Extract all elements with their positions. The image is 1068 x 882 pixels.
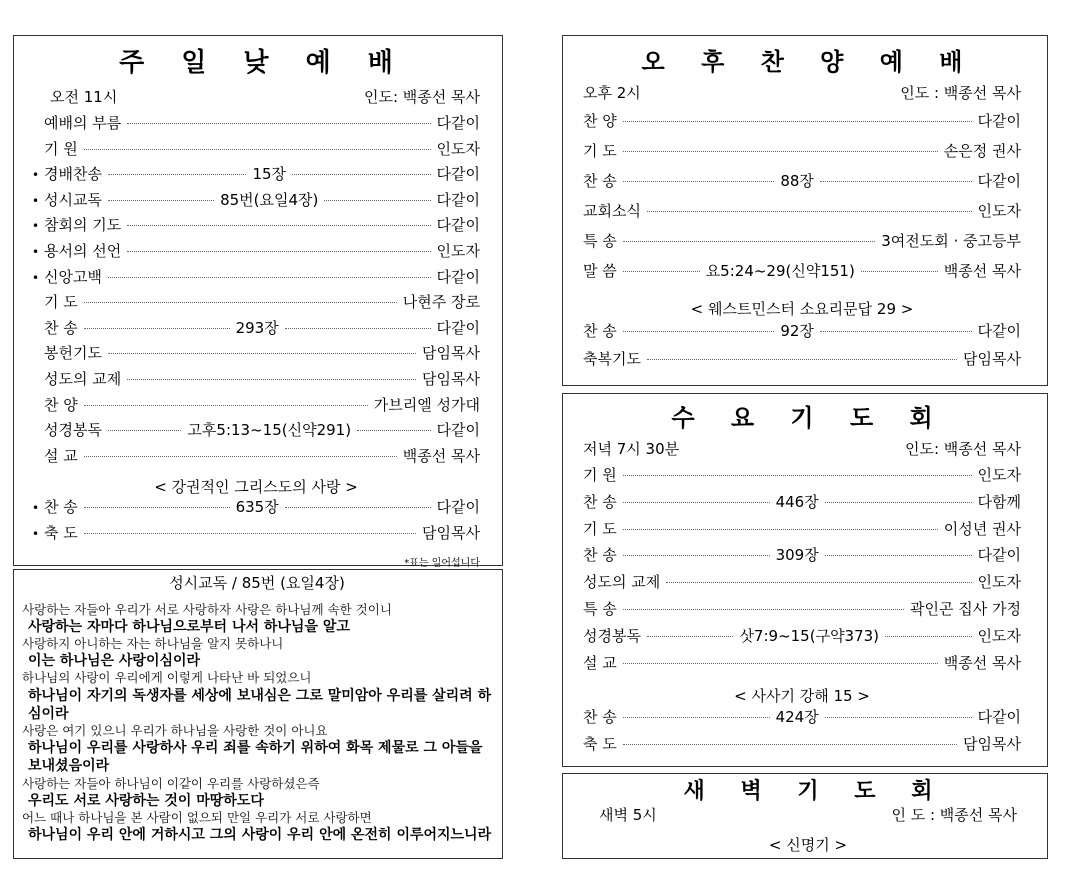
dot-leader <box>647 359 957 360</box>
order-item-row <box>32 423 480 449</box>
dot-leader <box>623 502 770 503</box>
leader-line: 하나님의 사랑이 우리에게 이렇게 나타난 바 되었으니 <box>22 670 312 686</box>
dot-leader <box>108 200 214 201</box>
wednesday-prayer-box <box>562 393 1048 767</box>
dawn-book: < 신명기 > <box>768 836 848 854</box>
order-item-row <box>32 167 480 193</box>
order-item-person: 곽인곤 집사 가정 <box>910 599 1021 618</box>
dot-leader <box>623 717 770 718</box>
dot-leader <box>108 277 431 278</box>
wednesday-order-list-after <box>583 710 1021 764</box>
responsive-reading-box <box>13 569 503 859</box>
dot-leader <box>623 271 700 272</box>
dot-leader <box>84 533 416 534</box>
order-item-person: 다같이 <box>436 318 481 337</box>
order-item-row <box>583 492 1022 522</box>
order-item-label: 찬 송 <box>583 492 617 511</box>
order-item-row <box>583 519 1021 549</box>
order-item-label: 찬 송 <box>583 708 617 727</box>
afternoon-service-title: 오 후 찬 양 예 배 <box>641 48 977 76</box>
dot-leader <box>127 379 416 380</box>
dot-leader <box>127 123 430 124</box>
afternoon-service-box <box>562 35 1048 386</box>
responsive-reading-lines <box>22 602 492 845</box>
dawn-prayer-box <box>562 773 1048 859</box>
leader-line: 사랑하는 자들아 하나님이 이같이 우리를 사랑하셨은즉 <box>22 775 320 791</box>
standing-note: *표는 일어섭니다 <box>404 557 480 569</box>
order-item-person: 담임목사 <box>963 350 1021 368</box>
afternoon-header-row <box>583 86 1021 114</box>
afternoon-order-list <box>583 114 1021 294</box>
order-item-detail: 424장 <box>775 708 819 727</box>
order-item-row <box>583 548 1021 575</box>
dot-leader <box>623 555 770 556</box>
dot-leader <box>127 251 430 252</box>
dot-leader <box>285 328 431 329</box>
order-item-person: 인도자 <box>977 202 1021 220</box>
order-item-row <box>583 324 1021 352</box>
dot-leader <box>108 174 246 175</box>
dot-leader <box>84 405 368 406</box>
leader-line: 사랑은 여기 있으니 우리가 하나님을 사랑한 것이 아니요 <box>22 723 328 738</box>
stand-bullet: • <box>32 219 40 234</box>
dot-leader <box>108 353 416 354</box>
dot-leader <box>623 663 938 664</box>
dot-leader <box>623 475 972 476</box>
dot-leader <box>84 302 397 303</box>
order-item-row <box>32 267 480 296</box>
wednesday-sermon-title: < 사사기 강해 15 > <box>734 687 870 706</box>
order-item-person: 3여전도회 · 중고등부 <box>881 232 1021 250</box>
order-item-person: 가브리엘 성가대 <box>373 395 480 414</box>
order-item-label: 용서의 선언 <box>44 241 122 260</box>
order-item-label: 성시교독 <box>44 190 102 209</box>
order-item-person: 다같이 <box>436 267 480 286</box>
order-item-row <box>583 144 1021 174</box>
congregation-line: 우리도 서로 사랑하는 것이 마땅하도다 <box>28 792 264 809</box>
order-item-detail: 293장 <box>235 318 279 337</box>
order-item-person: 담임목사 <box>422 344 480 363</box>
dot-leader <box>324 200 430 201</box>
order-item-row <box>583 234 1021 264</box>
leader-line: 사랑하는 자들아 우리가 서로 사랑하자 사랑은 하나님께 속한 것이니 <box>22 601 392 617</box>
order-item-label: 참회의 기도 <box>44 216 122 235</box>
order-item-row <box>32 395 480 424</box>
dawn-header-row <box>599 808 1017 834</box>
order-item-label: 설 교 <box>44 446 78 465</box>
order-item-label: 성경봉독 <box>583 626 641 645</box>
dot-leader <box>820 181 972 182</box>
wednesday-order-list <box>583 468 1021 682</box>
order-item-person: 다같이 <box>977 708 1022 727</box>
dot-leader <box>623 331 775 332</box>
order-item-label: 축복기도 <box>583 350 641 368</box>
order-item-row <box>583 204 1021 234</box>
dot-leader <box>623 151 938 152</box>
dawn-leader: 인 도 : 백종선 목사 <box>891 806 1017 824</box>
sunday-order-list-after <box>32 500 480 551</box>
order-item-row <box>583 352 1021 380</box>
order-item-label: 신앙고백 <box>44 267 102 286</box>
order-item-person: 이성년 권사 <box>943 519 1021 538</box>
order-item-label: 봉헌기도 <box>44 344 102 363</box>
order-item-person: 다같이 <box>436 421 480 440</box>
order-item-row <box>583 653 1021 683</box>
order-item-row <box>583 468 1021 495</box>
order-item-person: 백종선 목사 <box>943 262 1021 280</box>
dot-leader <box>623 609 904 610</box>
dot-leader <box>820 331 972 332</box>
order-item-person: 인도자 <box>977 626 1021 645</box>
sunday-sermon-title: < 강권적인 그리스도의 사랑 > <box>154 478 358 497</box>
order-item-label: 찬 송 <box>583 172 617 190</box>
order-item-row <box>32 241 480 270</box>
order-item-label: 기 원 <box>44 139 78 158</box>
order-item-label: 기 도 <box>583 142 617 160</box>
wednesday-header-row <box>583 442 1021 468</box>
wednesday-time: 저녁 7시 30분 <box>583 440 680 458</box>
order-item-row <box>32 446 480 475</box>
stand-bullet: • <box>32 193 40 208</box>
order-item-detail: 446장 <box>775 492 819 511</box>
order-item-person: 담임목사 <box>422 523 480 542</box>
order-item-label: 찬 양 <box>44 395 78 414</box>
dot-leader <box>84 328 230 329</box>
order-item-row <box>583 264 1021 294</box>
wednesday-leader: 인도: 백종선 목사 <box>904 440 1021 458</box>
order-item-label: 찬 송 <box>583 322 617 340</box>
order-item-row <box>583 174 1021 204</box>
order-item-person: 다같이 <box>436 498 481 517</box>
dot-leader <box>292 174 430 175</box>
dot-leader <box>623 121 972 122</box>
order-item-label: 경배찬송 <box>44 165 102 184</box>
order-item-label: 찬 송 <box>583 546 617 565</box>
order-item-detail: 635장 <box>235 498 279 517</box>
dot-leader <box>861 271 938 272</box>
order-item-label: 특 송 <box>583 232 617 250</box>
stand-bullet: • <box>32 501 40 516</box>
order-item-person: 나현주 장로 <box>402 293 480 312</box>
order-item-row <box>583 626 1021 656</box>
order-item-detail: 85번(요일4장) <box>220 190 319 209</box>
order-item-row <box>32 295 480 321</box>
dawn-prayer-title: 새 벽 기 도 회 <box>683 779 947 804</box>
order-item-person: 백종선 목사 <box>402 446 480 465</box>
dot-leader <box>285 507 431 508</box>
order-item-row <box>32 116 480 142</box>
order-item-row <box>32 190 480 219</box>
sunday-time: 오전 11시 <box>50 88 118 106</box>
order-item-row <box>32 500 480 526</box>
sunday-header-row <box>32 90 480 116</box>
dot-leader <box>84 507 230 508</box>
congregation-line: 하나님이 자기의 독생자를 세상에 보내심은 그로 말미암아 우리를 살리려 하심이라 <box>28 687 492 722</box>
dot-leader <box>84 149 431 150</box>
order-item-person: 다같이 <box>977 172 1021 190</box>
dot-leader <box>108 430 181 431</box>
order-item-detail: 삿7:9~15(구약373) <box>739 626 880 645</box>
order-item-label: 교회소식 <box>583 202 641 220</box>
order-item-row <box>583 599 1021 629</box>
order-item-detail: 고후5:13~15(신약291) <box>187 421 352 440</box>
dot-leader <box>647 636 733 637</box>
dot-leader <box>623 744 957 745</box>
order-item-person: 다함께 <box>977 492 1022 511</box>
order-item-row <box>583 575 1021 602</box>
order-item-detail: 요5:24~29(신약151) <box>705 262 855 280</box>
order-item-detail: 88장 <box>780 172 814 190</box>
order-item-person: 인도자 <box>977 573 1021 592</box>
order-item-label: 말 씀 <box>583 262 617 280</box>
order-item-label: 찬 양 <box>583 112 617 130</box>
order-item-row <box>32 318 481 347</box>
order-item-label: 성도의 교제 <box>44 369 122 388</box>
order-item-person: 다같이 <box>436 114 480 132</box>
order-item-row <box>32 218 480 244</box>
dawn-time: 새벽 5시 <box>599 806 657 824</box>
order-item-person: 담임목사 <box>963 735 1021 754</box>
order-item-detail: 92장 <box>780 322 814 340</box>
order-item-person: 다같이 <box>436 190 480 209</box>
stand-bullet: • <box>32 526 40 541</box>
dot-leader <box>825 717 972 718</box>
leader-line: 사랑하지 아니하는 자는 하나님을 알지 못하나니 <box>22 635 284 651</box>
order-item-row <box>583 710 1021 737</box>
afternoon-order-list-after <box>583 324 1021 380</box>
order-item-label: 성경봉독 <box>44 421 102 440</box>
order-item-detail: 15장 <box>252 165 287 184</box>
stand-bullet: • <box>32 270 40 285</box>
order-item-person: 다같이 <box>436 165 480 184</box>
sunday-service-title: 주 일 낮 예 배 <box>119 48 407 78</box>
afternoon-leader: 인도 : 백종선 목사 <box>900 84 1021 102</box>
dot-leader <box>666 582 971 583</box>
order-item-label: 성도의 교제 <box>583 573 661 592</box>
order-item-label: 기 도 <box>44 293 78 312</box>
dot-leader <box>623 181 775 182</box>
order-item-label: 특 송 <box>583 599 617 618</box>
dot-leader <box>127 225 430 226</box>
congregation-line: 이는 하나님은 사랑이심이라 <box>28 653 201 670</box>
dot-leader <box>84 456 397 457</box>
order-item-person: 다같이 <box>977 112 1021 130</box>
order-item-label: 예배의 부름 <box>44 114 122 132</box>
order-item-label: 축 도 <box>44 523 78 542</box>
dot-leader <box>623 241 875 242</box>
afternoon-sermon-title: < 웨스트민스터 소요리문답 29 > <box>690 300 914 318</box>
order-item-label: 찬 송 <box>44 318 78 337</box>
congregation-line: 하나님이 우리를 사랑하사 우리 죄를 속하기 위하여 화목 제물로 그 아들을 보내셨음이라 <box>28 740 483 775</box>
dot-leader <box>357 430 430 431</box>
order-item-label: 설 교 <box>583 653 617 672</box>
afternoon-time: 오후 2시 <box>583 84 641 102</box>
order-item-person: 다같이 <box>436 216 480 235</box>
order-item-person: 담임목사 <box>422 369 480 388</box>
dot-leader <box>825 555 972 556</box>
dot-leader <box>647 211 972 212</box>
sunday-leader: 인도: 백종선 목사 <box>363 88 480 106</box>
order-item-row <box>32 369 480 398</box>
order-item-row <box>32 523 480 552</box>
order-item-label: 기 도 <box>583 519 617 538</box>
dot-leader <box>623 529 938 530</box>
order-item-person: 다같이 <box>977 322 1021 340</box>
order-item-person: 인도자 <box>436 241 480 260</box>
order-item-person: 인도자 <box>436 139 480 158</box>
order-item-row <box>32 346 480 372</box>
order-item-label: 축 도 <box>583 735 617 754</box>
sunday-service-box <box>13 35 503 569</box>
dot-leader <box>885 636 971 637</box>
order-item-person: 백종선 목사 <box>943 653 1021 672</box>
sunday-order-list <box>32 116 480 474</box>
order-item-detail: 309장 <box>775 546 819 565</box>
order-item-row <box>32 139 480 168</box>
responsive-reading-title: 성시교독 / 85번 (요일4장) <box>169 574 345 592</box>
order-item-person: 인도자 <box>977 466 1021 484</box>
leader-line: 어느 때나 하나님을 본 사람이 없으되 만일 우리가 서로 사랑하면 <box>22 810 372 826</box>
order-item-row <box>583 737 1021 764</box>
congregation-line: 사랑하는 자마다 하나님으로부터 나서 하나님을 알고 <box>28 618 350 635</box>
order-item-row <box>583 114 1021 144</box>
order-item-label: 기 원 <box>583 466 617 484</box>
order-item-person: 손은정 권사 <box>943 142 1021 160</box>
order-item-person: 다같이 <box>977 546 1022 565</box>
order-item-label: 찬 송 <box>44 498 78 517</box>
dot-leader <box>825 502 972 503</box>
stand-bullet: • <box>32 244 40 259</box>
congregation-line: 하나님이 우리 안에 거하시고 그의 사랑이 우리 안에 온전히 이루어지느니라 <box>28 827 492 844</box>
wednesday-prayer-title: 수 요 기 도 회 <box>671 404 947 432</box>
stand-bullet: • <box>32 168 40 183</box>
